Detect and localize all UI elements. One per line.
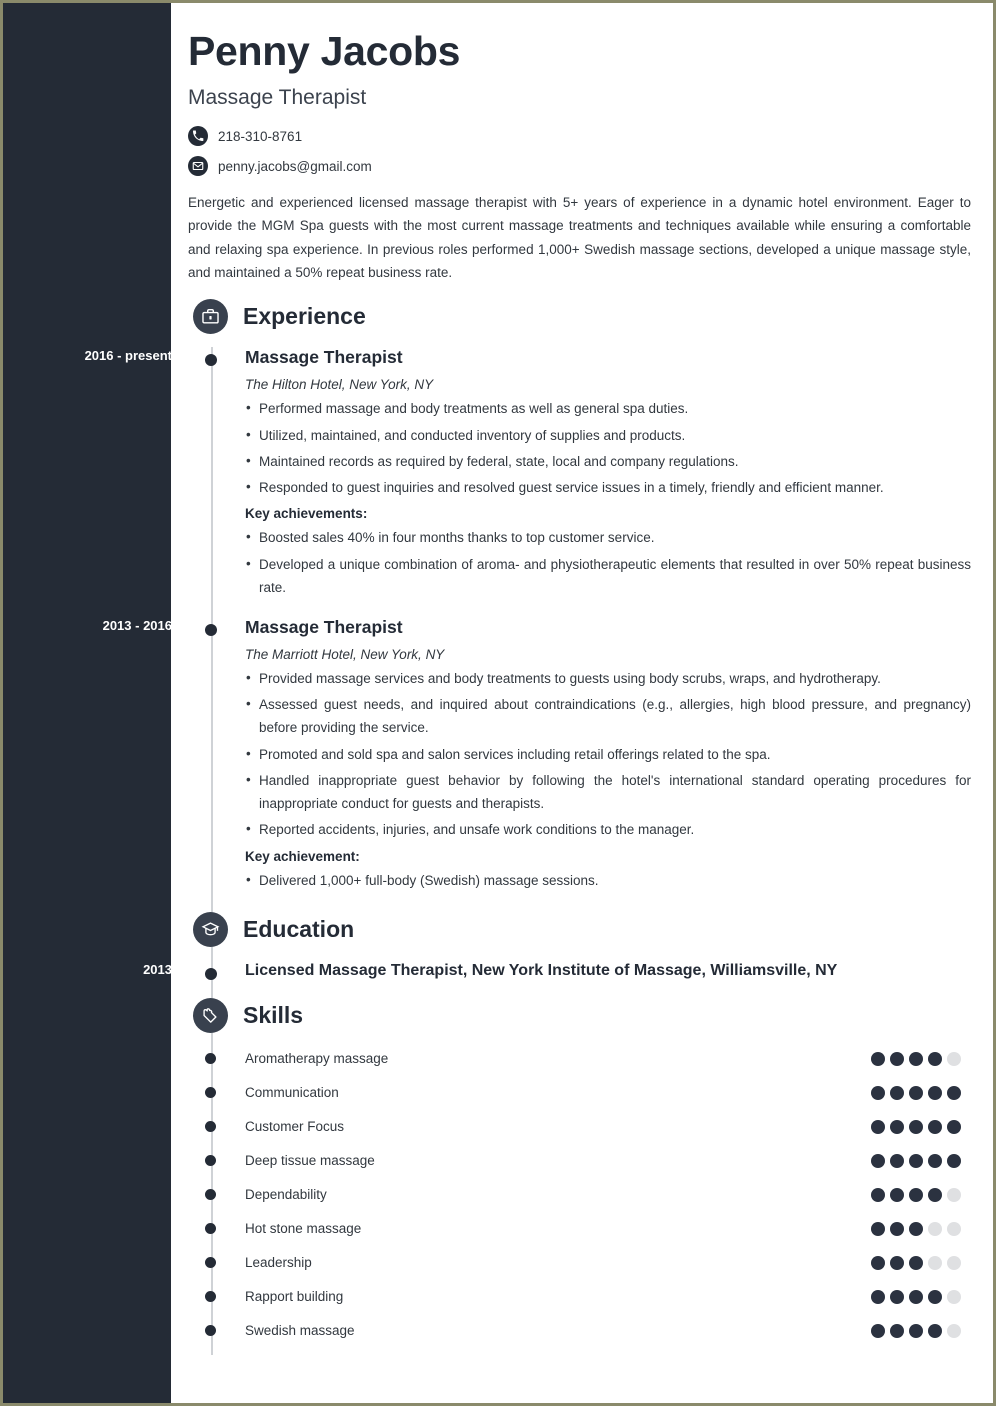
skill-rating	[871, 1324, 961, 1338]
skill-label: Customer Focus	[245, 1119, 345, 1135]
contact-phone[interactable]	[188, 126, 971, 146]
rating-dot	[947, 1052, 961, 1066]
resume-content	[84, 3, 993, 1403]
skill-rating	[871, 1052, 961, 1066]
education-date: 2013	[143, 961, 172, 977]
summary-paragraph: Energetic and experienced licensed massage therapist with 5+ years of experience in a dynamic hotel environment. Eager to provide the MGM Spa guests with the most current massage treatments and techniques available while ensuring a comfortable and relaxing spa experience. In previous roles performed 1,000+ Swedish massage sections, developed a unique massage style, and maintained a 50% repeat business rate.	[188, 195, 971, 281]
timeline-dot	[205, 1325, 216, 1336]
skill-rating	[871, 1256, 961, 1270]
experience-date: 2013 - 2016	[102, 618, 172, 633]
contact-list	[188, 126, 971, 176]
timeline-dot	[205, 1189, 216, 1200]
rating-dot	[947, 1290, 961, 1304]
rating-dot	[909, 1154, 923, 1168]
list-item	[188, 1280, 971, 1314]
skill-label: Dependability	[245, 1187, 327, 1203]
rating-dot	[890, 1086, 904, 1100]
rating-dot	[890, 1120, 904, 1134]
experience-bullets	[245, 667, 971, 842]
education-degree: Licensed Massage Therapist, New York Institute of Massage, Williamsville, NY	[245, 961, 838, 979]
rating-dot	[947, 1256, 961, 1270]
skill-label: Communication	[245, 1085, 339, 1101]
skill-rating	[871, 1154, 961, 1168]
rating-dot	[947, 1154, 961, 1168]
list-item: • Responded to guest inquiries and resolved guest service issues in a timely, friendly and efficient manner.	[245, 476, 971, 499]
list-item: • Promoted and sold spa and salon services including retail offerings related to the spa.	[245, 743, 971, 766]
experience-achievements	[245, 526, 971, 599]
rating-dot	[871, 1154, 885, 1168]
rating-dot	[871, 1290, 885, 1304]
timeline-dot	[205, 354, 217, 366]
rating-dot	[909, 1120, 923, 1134]
list-item	[188, 1314, 971, 1348]
list-item	[188, 1076, 971, 1110]
rating-dot	[890, 1052, 904, 1066]
timeline-dot	[205, 968, 217, 980]
list-item	[188, 1178, 971, 1212]
rating-dot	[871, 1120, 885, 1134]
timeline-dot	[205, 1053, 216, 1064]
phone-icon	[188, 126, 208, 146]
puzzle-icon	[193, 998, 228, 1033]
rating-dot	[871, 1052, 885, 1066]
rating-dot	[890, 1154, 904, 1168]
rating-dot	[909, 1256, 923, 1270]
timeline-dot	[205, 624, 217, 636]
rating-dot	[928, 1154, 942, 1168]
rating-dot	[909, 1052, 923, 1066]
skill-rating	[871, 1086, 961, 1100]
rating-dot	[909, 1222, 923, 1236]
experience-heading	[193, 296, 971, 336]
experience-entry	[102, 617, 971, 892]
rating-dot	[947, 1120, 961, 1134]
list-item: • Performed massage and body treatments as well as general spa duties.	[245, 397, 971, 420]
rating-dot	[890, 1222, 904, 1236]
achievements-label: Key achievement:	[245, 848, 360, 864]
rating-dot	[947, 1188, 961, 1202]
education-entry	[143, 961, 971, 980]
achievements-label: Key achievements:	[245, 506, 368, 522]
email-value: penny.jacobs@gmail.com	[218, 158, 372, 174]
rating-dot	[928, 1120, 942, 1134]
rating-dot	[909, 1086, 923, 1100]
skills-heading	[193, 996, 971, 1036]
rating-dot	[928, 1324, 942, 1338]
skill-label: Swedish massage	[245, 1323, 355, 1339]
experience-company: The Marriott Hotel, New York, NY	[245, 647, 445, 662]
rating-dot	[909, 1290, 923, 1304]
list-item: • Handled inappropriate guest behavior by following the hotel's international standard operating procedures for inappropriate conduct for guests and therapists.	[245, 769, 971, 815]
list-item: • Reported accidents, injuries, and unsafe work conditions to the manager.	[245, 818, 971, 841]
job-title: Massage Therapist	[188, 86, 367, 110]
skill-rating	[871, 1222, 961, 1236]
skill-label: Hot stone massage	[245, 1221, 362, 1237]
rating-dot	[871, 1222, 885, 1236]
skill-rating	[871, 1290, 961, 1304]
timeline-dot	[205, 1291, 216, 1302]
rating-dot	[947, 1086, 961, 1100]
page-title: Penny Jacobs	[188, 28, 461, 74]
rating-dot	[871, 1188, 885, 1202]
list-item: • Assessed guest needs, and inquired about contraindications (e.g., allergies, high blood pressure, and pregnancy) before providing the service.	[245, 693, 971, 739]
skill-rating	[871, 1120, 961, 1134]
skill-label: Deep tissue massage	[245, 1153, 375, 1169]
timeline-dot	[205, 1087, 216, 1098]
rating-dot	[928, 1290, 942, 1304]
rating-dot	[909, 1188, 923, 1202]
rating-dot	[947, 1324, 961, 1338]
header	[188, 29, 971, 284]
rating-dot	[928, 1086, 942, 1100]
list-item: • Utilized, maintained, and conducted inventory of supplies and products.	[245, 424, 971, 447]
sidebar	[3, 3, 171, 1403]
rating-dot	[871, 1256, 885, 1270]
skill-label: Rapport building	[245, 1289, 344, 1305]
skill-label: Leadership	[245, 1255, 312, 1271]
timeline-dot	[205, 1155, 216, 1166]
list-item: • Maintained records as required by federal, state, local and company regulations.	[245, 450, 971, 473]
list-item	[188, 1246, 971, 1280]
education-heading	[193, 910, 971, 950]
phone-value: 218-310-8761	[218, 128, 303, 144]
experience-entry	[84, 347, 971, 599]
experience-date: 2016 - present	[84, 348, 172, 364]
rating-dot	[871, 1324, 885, 1338]
rating-dot	[928, 1052, 942, 1066]
list-item	[188, 1110, 971, 1144]
rating-dot	[947, 1222, 961, 1236]
rating-dot	[928, 1256, 942, 1270]
contact-email[interactable]	[188, 156, 971, 176]
briefcase-icon	[193, 299, 228, 334]
experience-achievements	[245, 869, 971, 892]
skills-title: Skills	[243, 1002, 304, 1029]
rating-dot	[871, 1086, 885, 1100]
experience-title: Experience	[243, 302, 366, 329]
list-item: • Delivered 1,000+ full-body (Swedish) massage sessions.	[245, 869, 971, 892]
section-experience	[84, 296, 971, 891]
rating-dot	[890, 1256, 904, 1270]
rating-dot	[909, 1324, 923, 1338]
list-item	[188, 1212, 971, 1246]
graduation-cap-icon	[193, 912, 228, 947]
timeline-dot	[205, 1121, 216, 1132]
skills-list	[188, 1042, 971, 1348]
skill-label: Aromatherapy massage	[245, 1051, 389, 1067]
experience-bullets	[245, 397, 971, 499]
rating-dot	[928, 1222, 942, 1236]
timeline-dot	[205, 1257, 216, 1268]
rating-dot	[928, 1188, 942, 1202]
experience-job-title: Massage Therapist	[245, 347, 403, 368]
section-skills	[188, 996, 971, 1348]
list-item: • Provided massage services and body treatments to guests using body scrubs, wraps, and hydrotherapy.	[245, 667, 971, 690]
list-item: • Developed a unique combination of aroma- and physiotherapeutic elements that resulted in over 50% repeat business rate.	[245, 553, 971, 599]
rating-dot	[890, 1290, 904, 1304]
experience-company: The Hilton Hotel, New York, NY	[245, 377, 434, 393]
list-item	[188, 1042, 971, 1076]
list-item: • Boosted sales 40% in four months thanks to top customer service.	[245, 526, 971, 549]
education-title: Education	[243, 916, 355, 943]
section-education	[143, 910, 971, 980]
skill-rating	[871, 1188, 961, 1202]
rating-dot	[890, 1188, 904, 1202]
email-icon	[188, 156, 208, 176]
list-item	[188, 1144, 971, 1178]
timeline-dot	[205, 1223, 216, 1234]
experience-job-title: Massage Therapist	[245, 617, 403, 637]
rating-dot	[890, 1324, 904, 1338]
